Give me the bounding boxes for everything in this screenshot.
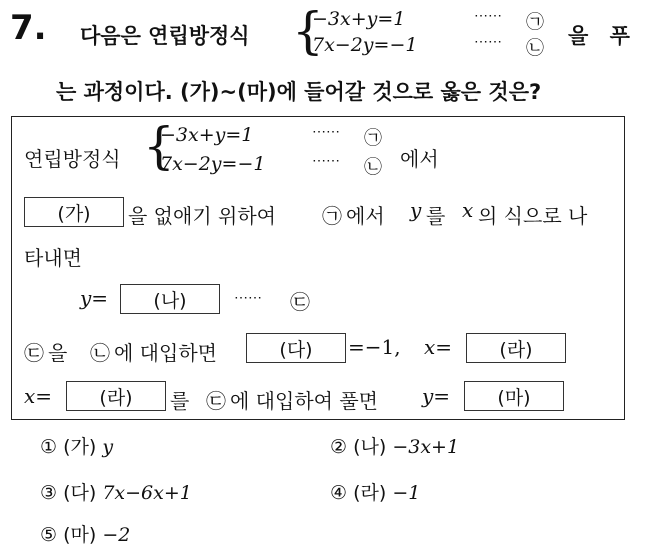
stem-eq1: −3x+y=1 <box>312 8 406 30</box>
box-eq1-marker: ㉠ <box>364 128 382 149</box>
box-line5-text-b: 에 대입하면 <box>114 341 217 365</box>
stem-eq1-dots: ⋯⋯ <box>474 8 502 24</box>
box-eq2: 7x−2y=−1 <box>160 153 266 175</box>
option-2-value: −3x+1 <box>392 436 460 458</box>
box-line6-text-b: 에 대입하여 풀면 <box>230 389 378 413</box>
box-line5-marker-a: ㉢ <box>24 341 44 365</box>
box-line1-suffix: 에서 <box>400 147 439 171</box>
option-2[interactable] <box>330 432 459 459</box>
question-stem-line1-tail: 을 푸 <box>568 24 630 48</box>
option-1-value: y <box>102 436 114 458</box>
stem-eq2-marker: ㉡ <box>526 38 544 59</box>
box-eq2-dots: ⋯⋯ <box>312 153 340 169</box>
option-5-value: −2 <box>102 524 131 546</box>
option-1-label: (가) <box>63 436 97 458</box>
box-line1-prefix: 연립방정식 <box>24 147 121 171</box>
blank-da: (다) <box>246 333 346 363</box>
blank-ra: (라) <box>466 333 566 363</box>
box-line6-y: y= <box>422 384 451 408</box>
question-stem-line2: 는 과정이다. (가)~(마)에 들어갈 것으로 옳은 것은? <box>56 80 542 104</box>
box-eq2-marker: ㉡ <box>364 157 382 178</box>
box-line4-lhs: y= <box>80 286 109 310</box>
blank-na: (나) <box>120 284 220 314</box>
option-3-mark: ③ <box>40 482 58 504</box>
box-line2-text-d: 의 식으로 나 <box>478 204 588 228</box>
option-5[interactable] <box>40 520 130 547</box>
box-line4-marker: ㉢ <box>290 290 310 314</box>
option-1[interactable] <box>40 432 113 459</box>
option-3[interactable] <box>40 478 192 505</box>
box-line5-marker-b: ㉡ <box>90 341 110 365</box>
option-3-value: 7x−6x+1 <box>102 482 192 504</box>
box-line4-dots: ⋯⋯ <box>234 290 262 306</box>
blank-ma: (마) <box>464 381 564 411</box>
blank-ga: (가) <box>24 197 124 227</box>
option-1-mark: ① <box>40 436 58 458</box>
box-line2-var-x: x <box>462 198 474 222</box>
box-line2-var-y: y <box>410 198 422 222</box>
box-eq1-dots: ⋯⋯ <box>312 124 340 140</box>
option-5-label: (마) <box>63 524 97 546</box>
stem-eq2: 7x−2y=−1 <box>312 34 418 56</box>
option-4-mark: ④ <box>330 482 348 504</box>
option-2-label: (나) <box>353 436 387 458</box>
stem-eq1-marker: ㉠ <box>526 12 544 33</box>
box-line2-text-b: 에서 <box>346 204 385 228</box>
box-line6-text-a: 를 <box>170 389 190 413</box>
option-4[interactable] <box>330 478 420 505</box>
box-line2-marker: ㉠ <box>322 204 342 228</box>
box-line5-text-a: 을 <box>48 341 68 365</box>
box-line6-x: x= <box>24 384 53 408</box>
box-line6-marker: ㉢ <box>206 389 226 413</box>
option-4-label: (라) <box>353 482 387 504</box>
option-2-mark: ② <box>330 436 348 458</box>
question-stem-line1: 다음은 연립방정식 <box>80 24 250 48</box>
stem-system-brace: { <box>292 2 324 60</box>
box-line2-text-a: 을 없애기 위하여 <box>128 204 276 228</box>
box-line5-mid: =−1, <box>348 335 401 359</box>
option-3-label: (다) <box>63 482 97 504</box>
box-line5-x: x= <box>424 335 453 359</box>
box-system-brace: { <box>143 117 175 175</box>
box-line2-text-c: 를 <box>426 204 446 228</box>
option-5-mark: ⑤ <box>40 524 58 546</box>
stem-eq2-dots: ⋯⋯ <box>474 34 502 50</box>
blank-ra-2: (라) <box>66 381 166 411</box>
box-line3-text: 타내면 <box>24 246 82 270</box>
option-4-value: −1 <box>392 482 421 504</box>
question-number: 7. <box>10 8 47 48</box>
box-eq1: −3x+y=1 <box>160 124 254 146</box>
